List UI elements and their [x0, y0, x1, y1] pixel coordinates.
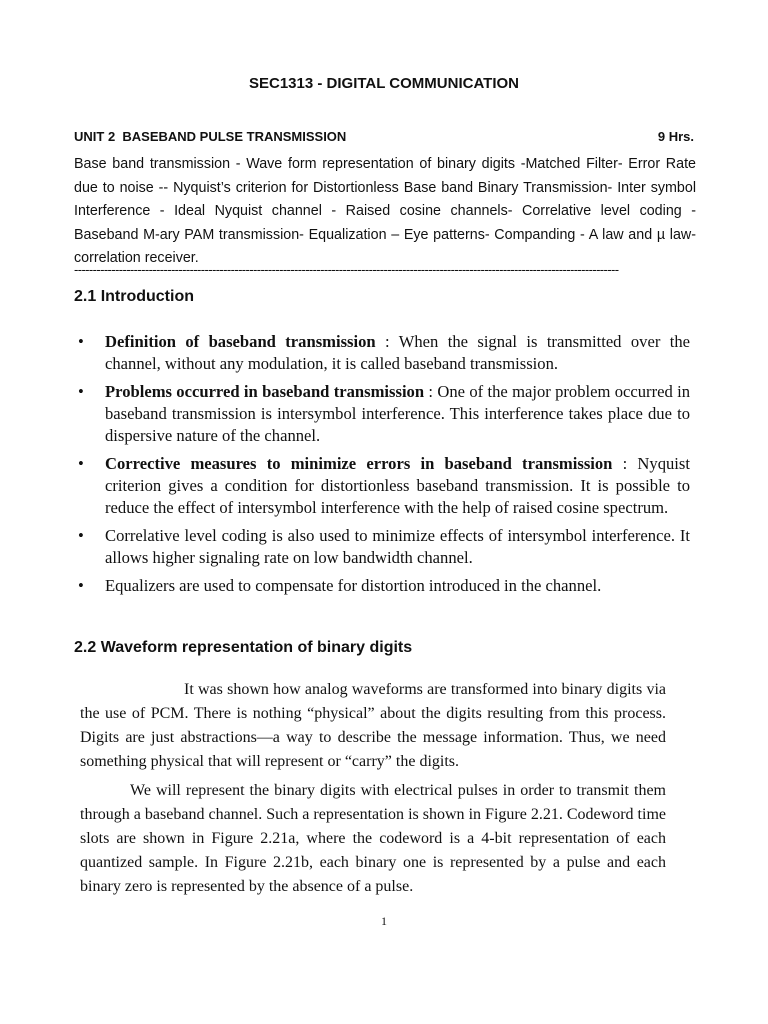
bullet-icon: • [78, 332, 84, 351]
list-item [78, 575, 690, 597]
body-paragraph: It was shown how analog waveforms are transformed into binary digits via the use of PCM. There is nothing “physical” about the digits resulting from this process. Digits are just abstractions—a way to describe the message information. Thus, we need something physical that will represent or “carry” the digits. [80, 681, 666, 770]
bullet-term: Corrective measures to minimize errors in baseband transmission [105, 454, 613, 473]
unit-label: UNIT 2 BASEBAND PULSE TRANSMISSION [74, 129, 347, 144]
bullet-icon: • [78, 576, 84, 595]
bullet-term: Definition of baseband transmission [105, 332, 376, 351]
bullet-icon: • [78, 454, 84, 473]
list-item [78, 525, 690, 569]
bullet-text: : One of the major problem occurred in baseband transmission is intersymbol interference. This interference takes place due to dispersive nature of the channel. [105, 382, 690, 445]
bullet-text: Equalizers are used to compensate for distortion introduced in the channel. [105, 576, 602, 595]
unit-hours: 9 Hrs. [657, 129, 694, 144]
section-heading-waveform: 2.2 Waveform representation of binary digits [74, 639, 413, 656]
introduction-bullet-list [78, 331, 690, 603]
unit-header [74, 129, 694, 144]
separator-line: -------------------------------------------------------------------------------------------------------------------------------------------------- [74, 262, 619, 277]
bullet-icon: • [78, 526, 84, 545]
bullet-term: Problems occurred in baseband transmission [105, 382, 425, 401]
list-item [78, 453, 690, 519]
body-paragraph: We will represent the binary digits with electrical pulses in order to transmit them through a baseband channel. Such a representation is shown in Figure 2.21. Codeword time slots are shown in Figure 2.21a, where the codeword is a 4-bit representation of each quantized sample. In Figure 2.21b, each binary one is represented by a pulse and each binary zero is represented by the absence of a pulse. [80, 782, 666, 895]
bullet-text: : Nyquist criterion gives a condition for distortionless baseband transmission. It is possible to reduce the effect of intersymbol interference with the help of raised cosine spectrum. [105, 454, 690, 517]
bullet-text: : When the signal is transmitted over the channel, without any modulation, it is called baseband transmission. [105, 332, 690, 373]
list-item [78, 381, 690, 447]
page-number: 1 [381, 914, 387, 928]
syllabus-paragraph: Base band transmission - Wave form representation of binary digits -Matched Filter- Error Rate due to noise -- Nyquist’s criterion for Distortionless Base band Binary Transmission- Inter symbol Interference - Ideal Nyquist channel - Raised cosine channels- Correlative level coding - Baseband M-ary PAM transmission- Equalization – Eye patterns- Companding - A law and µ law- correlation receiver. [74, 156, 696, 267]
bullet-text: Correlative level coding is also used to minimize effects of intersymbol interference. It allows higher signaling rate on low bandwidth channel. [105, 526, 690, 567]
bullet-icon: • [78, 382, 84, 401]
section-heading-introduction: 2.1 Introduction [74, 288, 194, 305]
list-item [78, 331, 690, 375]
document-title: SEC1313 - DIGITAL COMMUNICATION [248, 75, 520, 92]
